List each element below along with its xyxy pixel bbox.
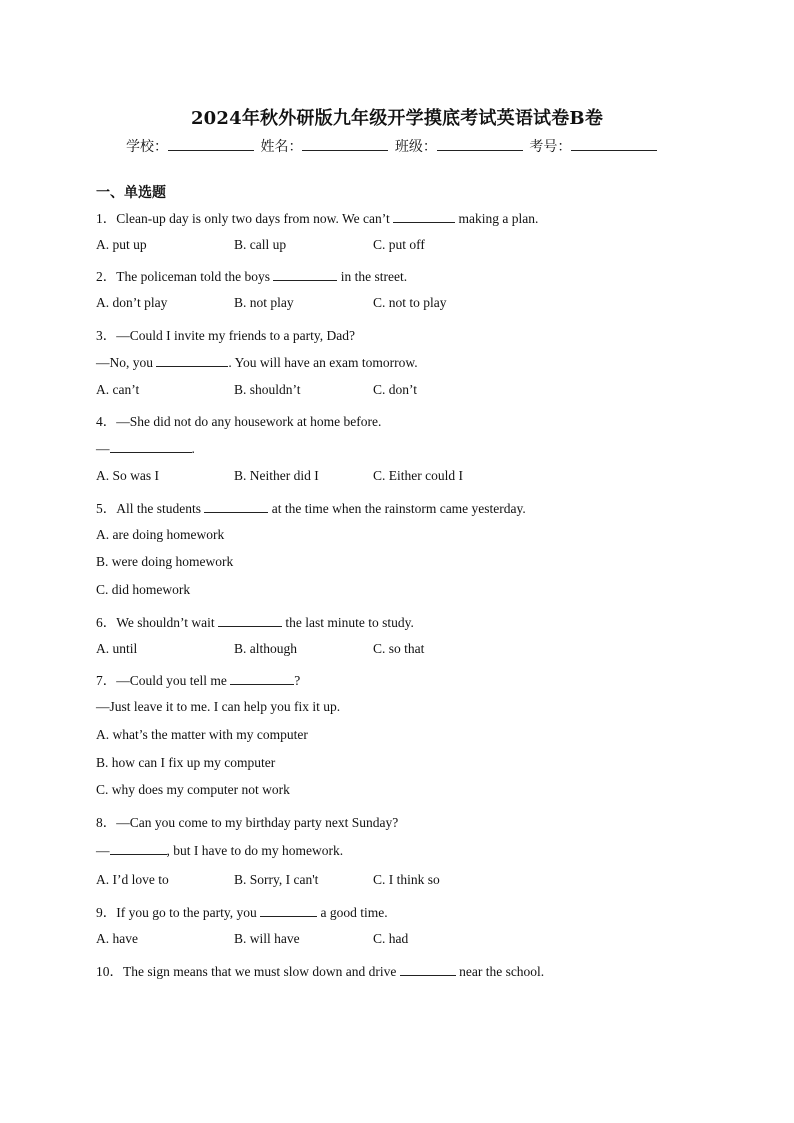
- name-field[interactable]: [302, 136, 388, 151]
- option-c[interactable]: C. not to play: [373, 295, 447, 310]
- option-a[interactable]: A. I’d love to: [96, 872, 169, 887]
- question-text: the last minute to study.: [282, 615, 414, 630]
- question-7-reply: —Just leave it to me. I can help you fix it up.: [96, 699, 341, 714]
- answer-blank[interactable]: [156, 354, 228, 367]
- section-heading: 一、单选题: [96, 185, 166, 201]
- question-text: ?: [294, 673, 301, 688]
- option-c[interactable]: C. I think so: [373, 872, 440, 887]
- option-c[interactable]: C. did homework: [96, 582, 191, 597]
- option-b[interactable]: B. although: [234, 641, 297, 656]
- option-b[interactable]: B. not play: [234, 295, 294, 310]
- question-3-reply: [96, 354, 418, 371]
- number-label: 考号：: [529, 139, 572, 155]
- question-5: [96, 497, 526, 517]
- option-a[interactable]: A. what’s the matter with my computer: [96, 727, 308, 742]
- option-a[interactable]: A. until: [96, 641, 138, 656]
- question-text: a good time.: [317, 905, 388, 920]
- number-field[interactable]: [571, 136, 657, 151]
- question-6: [96, 611, 414, 631]
- answer-blank[interactable]: [230, 672, 294, 685]
- option-b[interactable]: B. Sorry, I can't: [234, 872, 319, 887]
- exam-title: 2024年秋外研版九年级开学摸底考试英语试卷B卷: [190, 108, 604, 129]
- answer-blank[interactable]: [260, 904, 317, 917]
- answer-blank[interactable]: [204, 500, 268, 513]
- option-a[interactable]: A. have: [96, 931, 138, 946]
- question-text: —No, you: [96, 355, 157, 370]
- answer-blank[interactable]: [110, 842, 167, 855]
- question-text: 9．If you go to the party, you: [96, 905, 261, 920]
- question-9: [96, 901, 388, 921]
- option-c[interactable]: C. put off: [373, 237, 425, 252]
- school-field[interactable]: [168, 136, 254, 151]
- option-a[interactable]: A. can’t: [96, 382, 140, 397]
- question-text: 7．—Could you tell me: [96, 673, 231, 688]
- question-3: 3．—Could I invite my friends to a party, Dad?: [96, 328, 355, 343]
- question-text: —: [96, 843, 110, 858]
- question-4-reply: [96, 440, 195, 457]
- question-text: —: [96, 441, 110, 456]
- option-c[interactable]: C. why does my computer not work: [96, 782, 290, 797]
- question-text: in the street.: [337, 269, 408, 284]
- question-text: 2．The policeman told the boys: [96, 269, 274, 284]
- class-field[interactable]: [437, 136, 523, 151]
- answer-blank[interactable]: [393, 210, 455, 223]
- question-8-reply: [96, 842, 343, 859]
- question-7: [96, 669, 300, 689]
- answer-blank[interactable]: [110, 440, 192, 453]
- option-c[interactable]: C. so that: [373, 641, 425, 656]
- option-b[interactable]: B. will have: [234, 931, 300, 946]
- question-8: 8．—Can you come to my birthday party next Sunday?: [96, 815, 399, 830]
- option-b[interactable]: B. shouldn’t: [234, 382, 301, 397]
- question-text: making a plan.: [455, 211, 539, 226]
- option-c[interactable]: C. don’t: [373, 382, 418, 397]
- answer-blank[interactable]: [273, 268, 337, 281]
- option-b[interactable]: B. call up: [234, 237, 287, 252]
- question-text: at the time when the rainstorm came yesterday.: [268, 501, 526, 516]
- option-c[interactable]: C. Either could I: [373, 468, 463, 483]
- option-b[interactable]: B. Neither did I: [234, 468, 319, 483]
- option-a[interactable]: A. put up: [96, 237, 147, 252]
- question-text: 6．We shouldn’t wait: [96, 615, 219, 630]
- option-b[interactable]: B. were doing homework: [96, 554, 234, 569]
- question-text: 1．Clean-up day is only two days from now. We can’t: [96, 211, 394, 226]
- name-label: 姓名：: [260, 139, 303, 155]
- option-b[interactable]: B. how can I fix up my computer: [96, 755, 276, 770]
- class-label: 班级：: [394, 139, 437, 155]
- question-text: 5．All the students: [96, 501, 205, 516]
- question-text: 10．The sign means that we must slow down and drive: [96, 964, 400, 979]
- question-text: . You will have an exam tomorrow.: [228, 355, 418, 370]
- question-1: [96, 207, 538, 227]
- question-10: [96, 960, 544, 980]
- student-info-line: [126, 136, 659, 156]
- school-label: 学校：: [126, 139, 168, 155]
- question-2: [96, 265, 407, 285]
- question-text: .: [191, 441, 195, 456]
- option-a[interactable]: A. don’t play: [96, 295, 168, 310]
- answer-blank[interactable]: [218, 614, 282, 627]
- question-4: 4．—She did not do any housework at home before.: [96, 414, 382, 429]
- question-text: , but I have to do my homework.: [166, 843, 344, 858]
- answer-blank[interactable]: [400, 963, 456, 976]
- option-a[interactable]: A. are doing homework: [96, 527, 225, 542]
- option-c[interactable]: C. had: [373, 931, 409, 946]
- option-a[interactable]: A. So was I: [96, 468, 159, 483]
- question-text: near the school.: [455, 964, 545, 979]
